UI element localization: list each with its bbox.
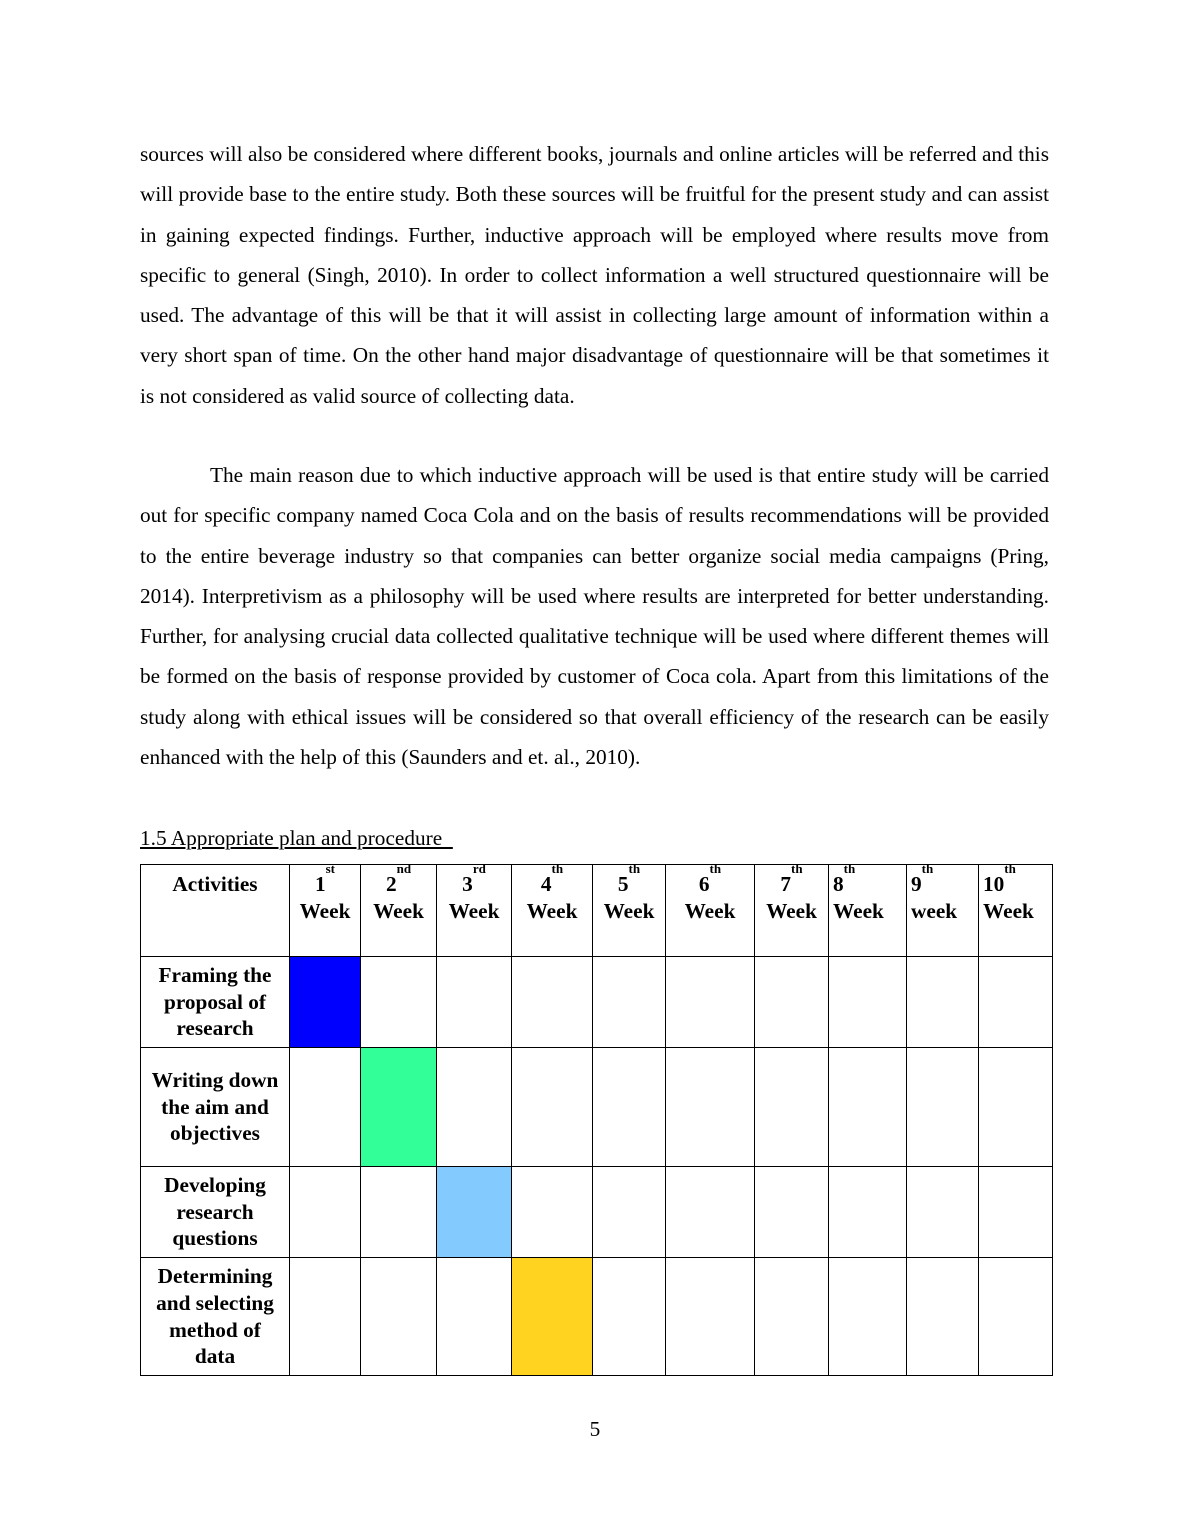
- activity-label: Developing research questions: [141, 1167, 290, 1258]
- week-cell-filled: [290, 957, 361, 1048]
- header-week-7: 7th Week: [755, 865, 829, 957]
- week-cell: [361, 1258, 437, 1376]
- week-cell: [593, 1167, 666, 1258]
- week-cell-filled: [361, 1048, 437, 1167]
- week-cell: [593, 1048, 666, 1167]
- week-cell: [907, 1167, 979, 1258]
- activity-label: Framing the proposal of research: [141, 957, 290, 1048]
- section-heading: 1.5 Appropriate plan and procedure: [140, 826, 453, 850]
- table-row: [141, 1167, 1053, 1258]
- table-row: [141, 1258, 1053, 1376]
- week-cell: [666, 1258, 755, 1376]
- week-cell: [755, 957, 829, 1048]
- week-cell: [907, 1048, 979, 1167]
- week-cell: [361, 1167, 437, 1258]
- page-number: 5: [589, 1417, 601, 1441]
- activity-label: Determining and selecting method of data: [141, 1258, 290, 1376]
- plan-gantt-table: [140, 861, 1053, 1376]
- header-week-10: 10th Week: [979, 865, 1053, 957]
- header-week-2: 2nd Week: [361, 865, 437, 957]
- week-cell: [290, 1258, 361, 1376]
- week-cell: [829, 1258, 907, 1376]
- week-cell: [907, 1258, 979, 1376]
- header-week-6: 6th Week: [666, 865, 755, 957]
- table-header-row: [141, 865, 1053, 957]
- week-cell: [829, 957, 907, 1048]
- week-cell: [290, 1167, 361, 1258]
- week-cell: [979, 957, 1053, 1048]
- week-cell: [437, 1048, 512, 1167]
- week-cell: [666, 1167, 755, 1258]
- header-week-3: 3rd Week: [437, 865, 512, 957]
- week-cell: [979, 1167, 1053, 1258]
- header-activities: Activities: [141, 865, 290, 957]
- week-cell: [829, 1167, 907, 1258]
- week-cell-filled: [437, 1167, 512, 1258]
- week-cell: [666, 957, 755, 1048]
- header-week-4: 4th Week: [512, 865, 593, 957]
- table-row: [141, 1048, 1053, 1167]
- week-cell: [437, 1258, 512, 1376]
- week-cell: [593, 1258, 666, 1376]
- week-cell: [512, 1167, 593, 1258]
- week-cell: [979, 1258, 1053, 1376]
- week-cell: [361, 957, 437, 1048]
- table-row: [141, 957, 1053, 1048]
- week-cell: [829, 1048, 907, 1167]
- week-cell: [437, 957, 512, 1048]
- header-week-9: 9th week: [907, 865, 979, 957]
- week-cell-filled: [512, 1258, 593, 1376]
- week-cell: [755, 1167, 829, 1258]
- week-cell: [593, 957, 666, 1048]
- week-cell: [512, 1048, 593, 1167]
- header-week-5: 5th Week: [593, 865, 666, 957]
- week-cell: [979, 1048, 1053, 1167]
- header-week-8: 8th Week: [829, 865, 907, 957]
- body-paragraph-1: sources will also be considered where different books, journals and online articles will be referred and this will provide base to the entire study. Both these sources will be fruitful for the present study and can assist in gaining expected findings. Further, inductive approach will be employed where results move from specific to general (Singh, 2010). In order to collect information a well structured questionnaire will be used. The advantage of this will be that it will assist in collecting large amount of information within a very short span of time. On the other hand major disadvantage of questionnaire will be that sometimes it is not considered as valid source of collecting data.: [140, 142, 1049, 408]
- week-cell: [666, 1048, 755, 1167]
- body-paragraph-2: The main reason due to which inductive approach will be used is that entire study will be carried out for specific company named Coca Cola and on the basis of results recommendations will be provided to the entire beverage industry so that companies can better organize social media campaigns (Pring, 2014). Interpretivism as a philosophy will be used where results are interpreted for better understanding. Further, for analysing crucial data collected qualitative technique will be used where different themes will be formed on the basis of response provided by customer of Coca cola. Apart from this limitations of the study along with ethical issues will be considered so that overall efficiency of the research can be easily enhanced with the help of this (Saunders and et. al., 2010).: [140, 463, 1049, 770]
- header-week-1: 1st Week: [290, 865, 361, 957]
- week-cell: [755, 1048, 829, 1167]
- activity-label: Writing down the aim and objectives: [141, 1048, 290, 1167]
- week-cell: [755, 1258, 829, 1376]
- week-cell: [290, 1048, 361, 1167]
- week-cell: [907, 957, 979, 1048]
- week-cell: [512, 957, 593, 1048]
